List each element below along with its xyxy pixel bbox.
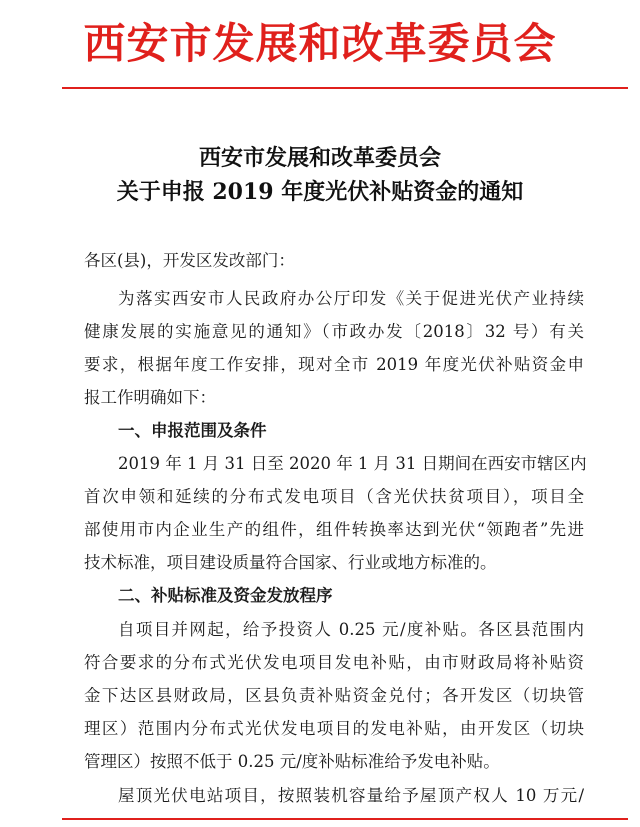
footer-red-rule bbox=[62, 818, 628, 820]
paragraph-3-line-5: 管理区）按照不低于 0.25 元/度补贴标准给予发电补贴。 bbox=[84, 752, 500, 771]
document-title-line-1: 西安市发展和改革委员会 bbox=[198, 145, 441, 171]
salutation: 各区(县)，开发区发改部门： bbox=[84, 251, 295, 270]
letterhead-top-rule bbox=[62, 87, 628, 89]
paragraph-2-line-1: 2019 年 1 月 31 日至 2020 年 1 月 31 日期间在西安市辖区内 bbox=[118, 454, 587, 473]
section-heading-2: 二、补贴标准及资金发放程序 bbox=[118, 586, 333, 605]
paragraph-3-line-3: 金下达区县财政局，区县负责补贴资金兑付；各开发区（切块管 bbox=[84, 686, 584, 705]
letterhead-org-name: 西安市发展和改革委员会 bbox=[83, 19, 557, 68]
document-title-line-2: 关于申报 2019 年度光伏补贴资金的通知 bbox=[116, 179, 524, 205]
section-heading-1: 一、申报范围及条件 bbox=[118, 421, 267, 440]
paragraph-1-line-1: 为落实西安市人民政府办公厅印发《关于促进光伏产业持续 bbox=[118, 289, 584, 308]
paragraph-1-line-2: 健康发展的实施意见的通知》（市政办发〔2018〕32 号）有关 bbox=[84, 322, 584, 341]
paragraph-2-line-3: 部使用市内企业生产的组件，组件转换率达到光伏“领跑者”先进 bbox=[84, 520, 584, 539]
paragraph-3-line-2: 符合要求的分布式光伏发电项目发电补贴，由市财政局将补贴资 bbox=[84, 653, 584, 672]
paragraph-3-line-1: 自项目并网起，给予投资人 0.25 元/度补贴。各区县范围内 bbox=[118, 620, 584, 639]
paragraph-1-line-4: 报工作明确如下： bbox=[84, 388, 216, 407]
paragraph-4-line-1: 屋顶光伏电站项目，按照装机容量给予屋顶产权人 10 万元/ bbox=[118, 786, 584, 805]
paragraph-3-line-4: 理区）范围内分布式光伏发电项目的发电补贴，由开发区（切块 bbox=[84, 719, 584, 738]
paragraph-1-line-3: 要求，根据年度工作安排，现对全市 2019 年度光伏补贴资金申 bbox=[84, 355, 584, 374]
paragraph-2-line-4: 技术标准，项目建设质量符合国家、行业或地方标准的。 bbox=[84, 553, 497, 572]
paragraph-2-line-2: 首次申领和延续的分布式发电项目（含光伏扶贫项目），项目全 bbox=[84, 487, 584, 506]
